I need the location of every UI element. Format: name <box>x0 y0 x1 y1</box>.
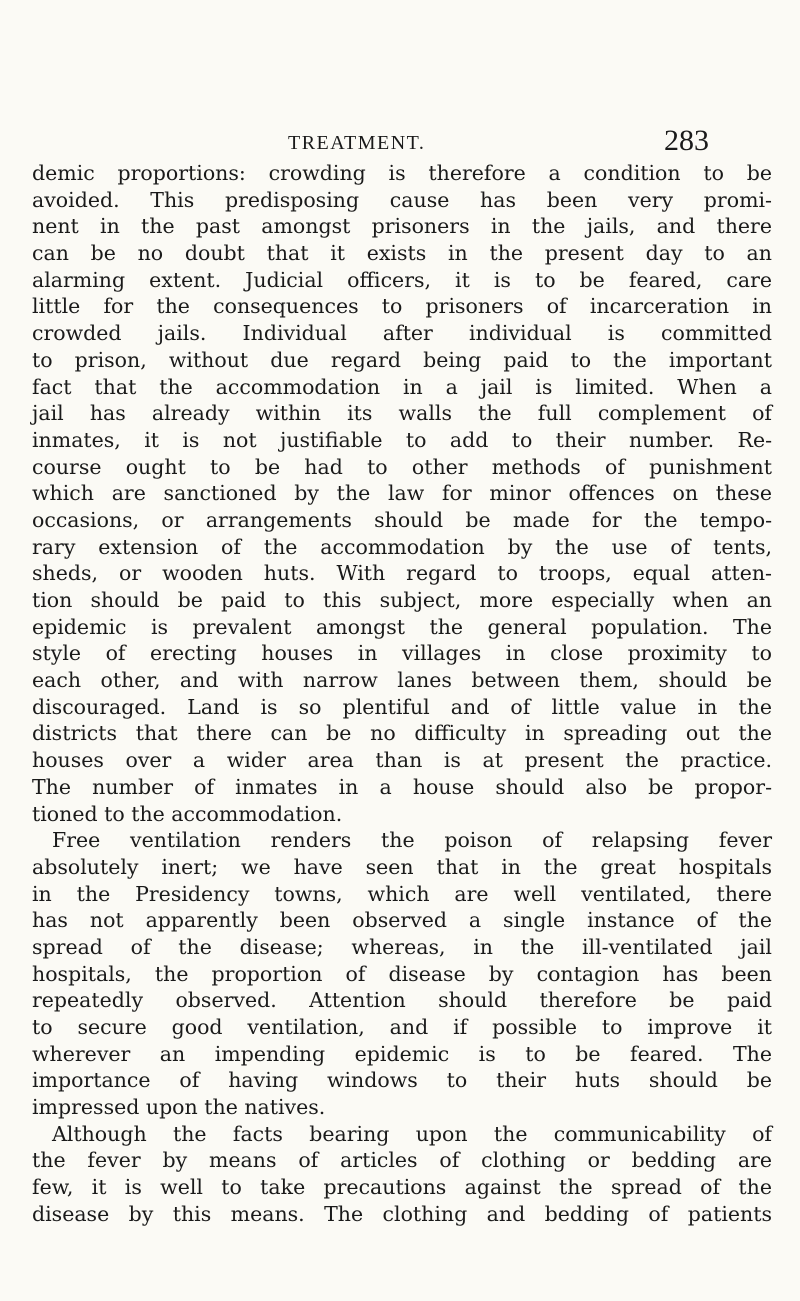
paragraph-end-line: impressed upon the natives. <box>32 1095 326 1120</box>
text-line: The number of inmates in a house should also be propor- <box>32 774 772 799</box>
text-line: districts that there can be no difficulty in spreading out the <box>32 721 772 746</box>
text-line: nent in the past amongst prisoners in the jails, and there <box>32 214 772 239</box>
text-line: disease by this means. The clothing and bedding of patients <box>32 1201 772 1226</box>
text-line: rary extension of the accommodation by the use of tents, <box>32 534 772 559</box>
running-head <box>0 0 800 160</box>
text-line: can be no doubt that it exists in the present day to an <box>32 241 772 266</box>
text-line: few, it is well to take precautions against the spread of the <box>32 1175 772 1200</box>
text-line: each other, and with narrow lanes between them, should be <box>32 668 772 693</box>
text-line: repeatedly observed. Attention should therefore be paid <box>32 988 772 1013</box>
text-line: course ought to be had to other methods of punishment <box>32 454 772 479</box>
text-line: jail has already within its walls the full complement of <box>32 401 772 426</box>
text-line: discouraged. Land is so plentiful and of little value in the <box>32 694 772 719</box>
page-number: 283 <box>664 124 709 157</box>
text-line: occasions, or arrangements should be made for the tempo- <box>32 507 772 532</box>
text-line: little for the consequences to prisoners of incarceration in <box>32 294 772 319</box>
text-line: which are sanctioned by the law for minor offences on these <box>32 481 772 506</box>
text-line: the fever by means of articles of clothing or bedding are <box>32 1148 772 1173</box>
text-line: demic proportions: crowding is therefore a condition to be <box>32 161 772 185</box>
text-line: absolutely inert; we have seen that in the great hospitals <box>32 854 772 879</box>
text-line: alarming extent. Judicial officers, it is to be feared, care <box>32 267 772 292</box>
text-line: crowded jails. Individual after individual is committed <box>32 321 772 346</box>
text-line: epidemic is prevalent amongst the general population. The <box>32 614 772 639</box>
text-line: sheds, or wooden huts. With regard to troops, equal atten- <box>32 561 772 586</box>
paragraph-start-line: Free ventilation renders the poison of relapsing fever <box>52 828 772 853</box>
text-line: to secure good ventilation, and if possible to improve it <box>32 1015 772 1039</box>
text-line: tion should be paid to this subject, more especially when an <box>32 588 772 612</box>
text-line: wherever an impending epidemic is to be feared. The <box>32 1041 772 1066</box>
text-line: to prison, without due regard being paid to the important <box>32 347 772 372</box>
text-line: inmates, it is not justifiable to add to their number. Re- <box>32 427 772 452</box>
running-title: TREATMENT. <box>288 132 426 154</box>
paragraph-start-line: Although the facts bearing upon the communicability of <box>52 1121 772 1146</box>
text-line: hospitals, the proportion of disease by contagion has been <box>32 961 772 986</box>
text-line: in the Presidency towns, which are well ventilated, there <box>32 881 772 906</box>
text-line: style of erecting houses in villages in close proximity to <box>32 641 772 666</box>
text-line: importance of having windows to their huts should be <box>32 1068 772 1093</box>
text-line: has not apparently been observed a single instance of the <box>32 908 772 933</box>
text-line: fact that the accommodation in a jail is limited. When a <box>32 374 772 399</box>
text-line: avoided. This predisposing cause has been very promi- <box>32 187 772 212</box>
text-line: spread of the disease; whereas, in the ill-ventilated jail <box>32 934 772 959</box>
paragraph-end-line: tioned to the accommodation. <box>32 801 343 826</box>
text-line: houses over a wider area than is at present the practice. <box>32 748 772 773</box>
body-text <box>32 160 772 1228</box>
